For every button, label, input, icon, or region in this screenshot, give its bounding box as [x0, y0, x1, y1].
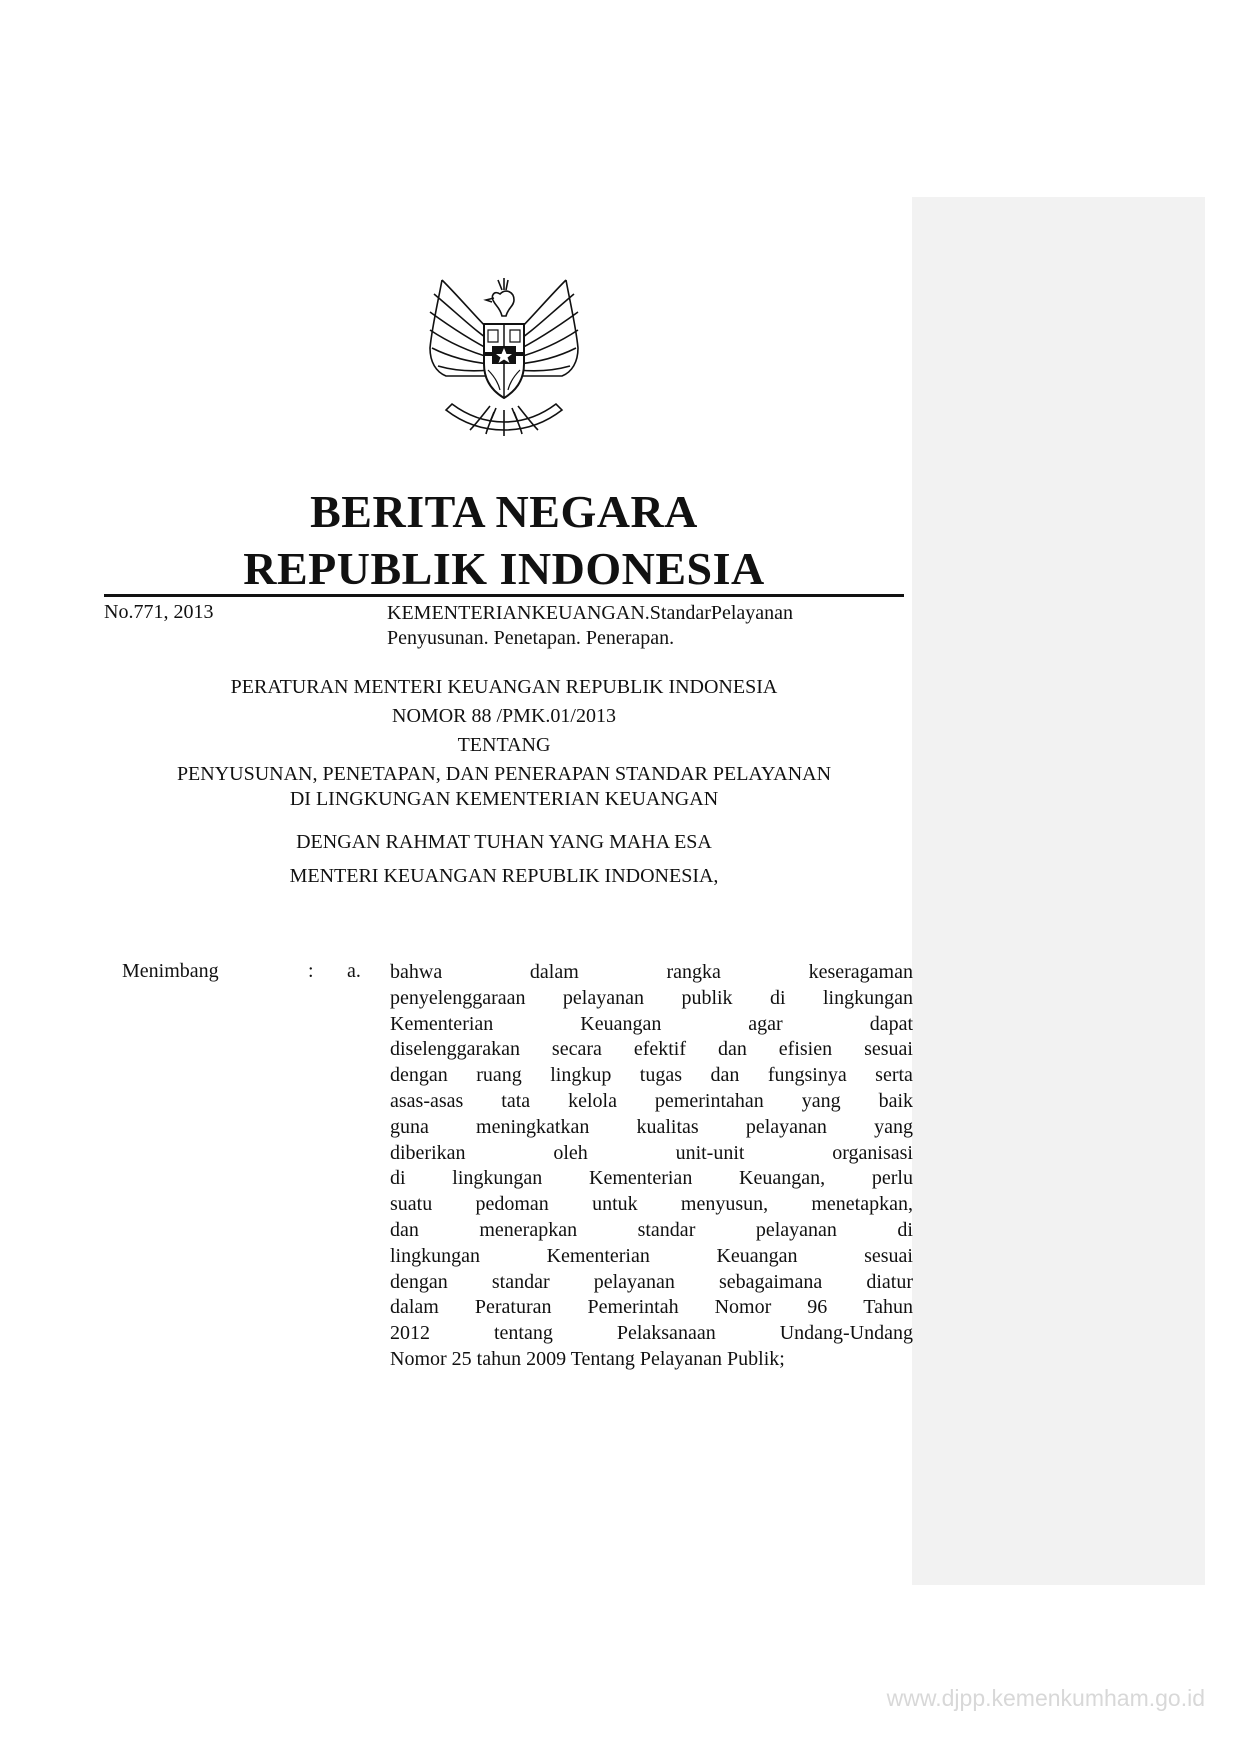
header-divider	[104, 594, 904, 597]
regulation-about: TENTANG	[457, 734, 551, 756]
title-berita-negara: BERITA NEGARA	[310, 486, 698, 537]
regulation-number: NOMOR 88 /PMK.01/2013	[392, 705, 616, 727]
gazette-number: No.771, 2013	[104, 601, 214, 623]
considering-line: asas-asas tata kelola pemerintahan yang baik	[390, 1089, 913, 1112]
considering-line: dengan ruang lingkup tugas dan fungsinya serta	[390, 1064, 913, 1087]
considering-line: dan menerapkan standar pelayanan di	[390, 1218, 913, 1241]
considering-label: Menimbang	[122, 960, 219, 982]
considering-colon: :	[308, 960, 314, 982]
garuda-emblem-icon	[424, 272, 584, 442]
source-watermark: www.djpp.kemenkumham.go.id	[886, 1685, 1205, 1711]
considering-line: lingkungan Kementerian Keuangan sesuai	[390, 1244, 913, 1267]
considering-line: diselenggarakan secara efektif dan efisien sesuai	[390, 1038, 913, 1061]
gazette-subject-line-1: KEMENTERIANKEUANGAN.StandarPelayanan	[387, 602, 794, 624]
considering-line: Nomor 25 tahun 2009 Tentang Pelayanan Publik;	[390, 1347, 785, 1370]
considering-line: Kementerian Keuangan agar dapat	[390, 1012, 913, 1035]
considering-line: diberikan oleh unit-unit organisasi	[390, 1141, 913, 1164]
minister-heading: MENTERI KEUANGAN REPUBLIK INDONESIA,	[289, 865, 719, 887]
considering-line: bahwa dalam rangka keseragaman	[390, 961, 913, 983]
considering-line: dalam Peraturan Pemerintah Nomor 96 Tahun	[390, 1296, 913, 1319]
regulation-subject-line-2: DI LINGKUNGAN KEMENTERIAN KEUANGAN	[289, 788, 719, 810]
invocation: DENGAN RAHMAT TUHAN YANG MAHA ESA	[296, 831, 712, 853]
considering-line: 2012 tentang Pelaksanaan Undang-Undang	[390, 1322, 913, 1345]
gazette-subject	[387, 601, 904, 651]
considering-point-text	[390, 960, 913, 1373]
considering-point-marker: a.	[347, 960, 361, 982]
title-republik-indonesia: REPUBLIK INDONESIA	[243, 543, 765, 594]
comment-side-panel	[912, 197, 1205, 1585]
gazette-subject-line-2: Penyusunan. Penetapan. Penerapan.	[387, 627, 675, 649]
regulation-subject-line-1: PENYUSUNAN, PENETAPAN, DAN PENERAPAN STANDAR PELAYANAN	[176, 763, 832, 785]
regulation-title: PERATURAN MENTERI KEUANGAN REPUBLIK INDONESIA	[230, 676, 778, 698]
considering-line: penyelenggaraan pelayanan publik di lingkungan	[390, 986, 913, 1009]
considering-line: guna meningkatkan kualitas pelayanan yang	[390, 1115, 913, 1138]
considering-line: di lingkungan Kementerian Keuangan, perlu	[390, 1167, 913, 1190]
considering-line: suatu pedoman untuk menyusun, menetapkan,	[390, 1193, 913, 1216]
considering-line: dengan standar pelayanan sebagaimana diatur	[390, 1270, 913, 1293]
